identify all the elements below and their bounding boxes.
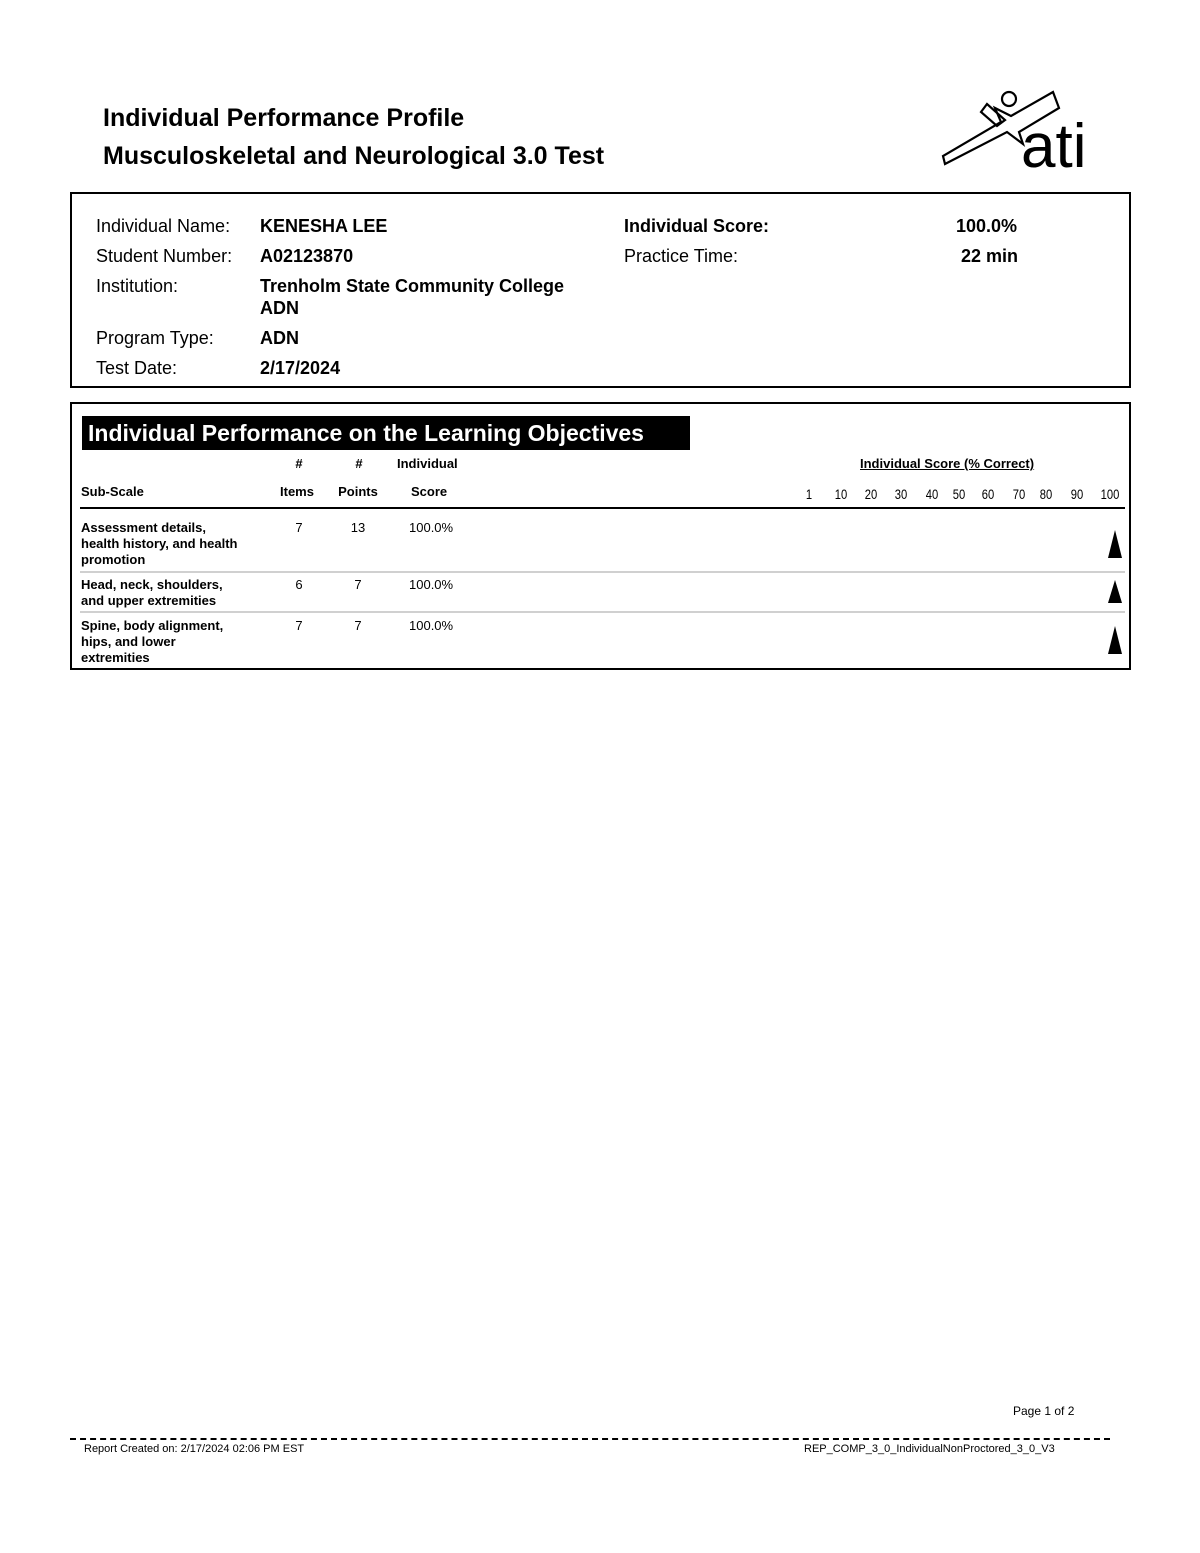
- table-row-score: 100.0%: [409, 618, 454, 633]
- items-header: Items: [280, 484, 314, 499]
- scale-tick: 10: [834, 486, 848, 502]
- institution-value-line2: ADN: [260, 298, 299, 318]
- table-row-subscale: Spine, body alignment, hips, and lower extremities: [81, 618, 224, 665]
- scale-tick: 100: [1100, 486, 1120, 502]
- scale-tick: 50: [952, 486, 966, 502]
- score-marker: [1108, 530, 1122, 558]
- score-marker: [1108, 580, 1122, 603]
- scale-title: Individual Score (% Correct): [860, 456, 1035, 471]
- report-created: Report Created on: 2/17/2024 02:06 PM EST: [84, 1443, 305, 1455]
- header-rule: [80, 507, 1125, 509]
- score-header: Score: [411, 484, 448, 499]
- table-row-score: 100.0%: [409, 520, 454, 535]
- performance-banner: Individual Performance on the Learning Objectives: [82, 416, 690, 450]
- program-type-label: Program Type:: [96, 328, 214, 348]
- table-row-subscale: Head, neck, shoulders, and upper extremities: [81, 577, 223, 608]
- name-value: KENESHA LEE: [260, 216, 388, 236]
- table-row-score: 100.0%: [409, 577, 454, 592]
- table-row-points: 13: [350, 520, 366, 535]
- scale-tick: 80: [1039, 486, 1053, 502]
- scale-tick: 1: [805, 486, 813, 502]
- name-label: Individual Name:: [96, 216, 231, 236]
- scale-tick: 20: [864, 486, 878, 502]
- institution-value: Trenholm State Community College: [260, 276, 565, 296]
- row-divider: [80, 571, 1125, 573]
- row-divider: [80, 611, 1125, 613]
- table-row-items: 7: [295, 618, 303, 633]
- test-date-label: Test Date:: [96, 358, 178, 378]
- table-row-points: 7: [354, 618, 362, 633]
- individual-score-label: Individual Score:: [624, 216, 770, 236]
- scale-tick: 70: [1012, 486, 1026, 502]
- ati-logo-text: ati: [1021, 112, 1087, 181]
- program-type-value: ADN: [260, 328, 299, 348]
- footer-divider: [70, 1438, 1110, 1440]
- score-header-top: Individual: [397, 456, 458, 471]
- table-row-items: 7: [295, 520, 303, 535]
- ati-logo: [935, 86, 1105, 182]
- table-row-items: 6: [295, 577, 303, 592]
- page-number: Page 1 of 2: [1013, 1404, 1075, 1418]
- scale-tick: 90: [1070, 486, 1084, 502]
- points-header: Points: [338, 484, 378, 499]
- score-marker: [1108, 626, 1122, 654]
- table-row-subscale: Assessment details, health history, and health promotion: [81, 520, 238, 567]
- individual-score-value: 100.0%: [956, 216, 1018, 236]
- report-title: Individual Performance Profile: [103, 104, 465, 132]
- items-header-top: #: [295, 456, 303, 471]
- scale-tick: 60: [981, 486, 995, 502]
- table-row-points: 7: [354, 577, 362, 592]
- institution-label: Institution:: [96, 276, 179, 296]
- scale-tick: 40: [925, 486, 939, 502]
- test-title: Musculoskeletal and Neurological 3.0 Test: [103, 142, 605, 170]
- test-date-value: 2/17/2024: [260, 358, 341, 378]
- report-id: REP_COMP_3_0_IndividualNonProctored_3_0_V3: [804, 1443, 1055, 1455]
- student-number-label: Student Number:: [96, 246, 233, 266]
- practice-time-label: Practice Time:: [624, 246, 739, 266]
- subscale-header: Sub-Scale: [81, 484, 144, 499]
- practice-time-value: 22 min: [961, 246, 1019, 266]
- points-header-top: #: [355, 456, 363, 471]
- student-number-value: A02123870: [260, 246, 354, 266]
- scale-tick: 30: [894, 486, 908, 502]
